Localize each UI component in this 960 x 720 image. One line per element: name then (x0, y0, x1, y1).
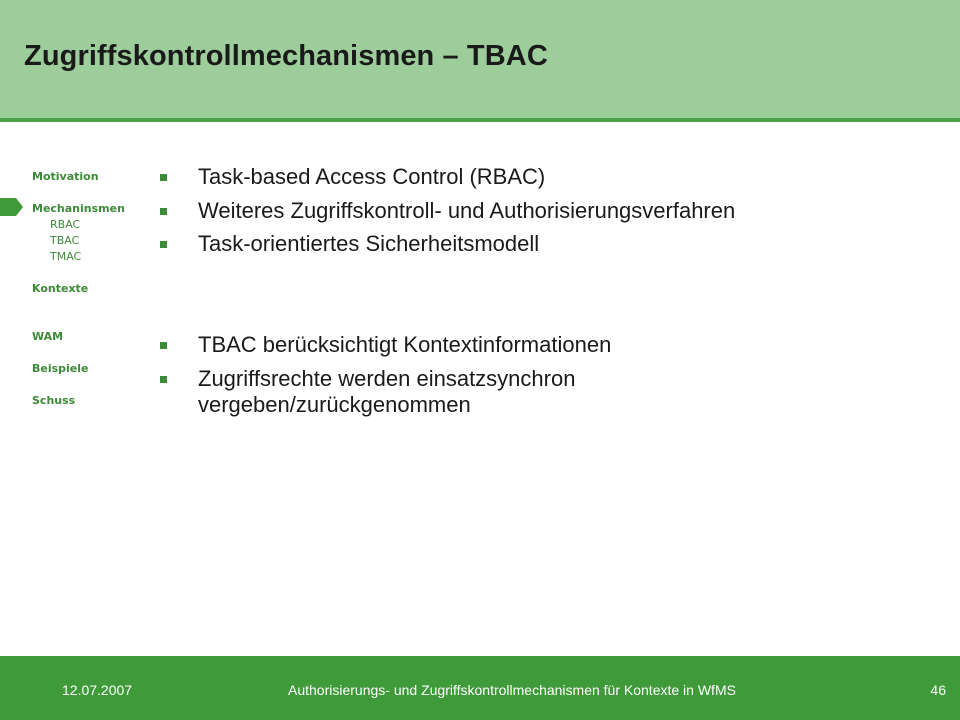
bullet-square-icon (160, 174, 167, 181)
bullet-text: Zugriffsrechte werden einsatzsynchron vergeben/zurückgenommen (198, 366, 576, 417)
bullet-text: TBAC berücksichtigt Kontextinformationen (198, 332, 612, 357)
nav-subitem-tmac[interactable]: TMAC (50, 250, 82, 263)
nav-item-beispiele[interactable]: Beispiele (32, 362, 89, 375)
bullet-item (160, 231, 860, 257)
nav-item-kontexte[interactable]: Kontexte (32, 282, 89, 295)
page-number: 46 (930, 682, 946, 698)
section-nav (0, 0, 150, 600)
bullet-text: Task-based Access Control (RBAC) (198, 164, 546, 189)
bullet-text: Weiteres Zugriffskontroll- und Authorisierungsverfahren (198, 198, 736, 223)
nav-item-mechanismen[interactable]: Mechaninsmen (32, 202, 125, 215)
bullet-square-icon (160, 208, 167, 215)
footer-date: 12.07.2007 (62, 682, 133, 698)
bullet-square-icon (160, 241, 167, 248)
bullet-item (160, 164, 860, 190)
slide-title: Zugriffskontrollmechanismen – TBAC (24, 40, 548, 72)
nav-item-wam[interactable]: WAM (32, 330, 64, 343)
nav-subitem-rbac[interactable]: RBAC (50, 218, 81, 231)
bullet-item (160, 332, 860, 358)
bullet-square-icon (160, 342, 167, 349)
bullet-item (160, 366, 720, 418)
bullet-item (160, 198, 860, 224)
bullet-text: Task-orientiertes Sicherheitsmodell (198, 231, 540, 256)
footer-title: Authorisierungs- und Zugriffskontrollmechanismen für Kontexte in WfMS (288, 682, 736, 698)
bullet-square-icon (160, 376, 167, 383)
nav-item-motivation[interactable]: Motivation (32, 170, 99, 183)
nav-item-schuss[interactable]: Schuss (32, 394, 76, 407)
nav-subitem-tbac[interactable]: TBAC (50, 234, 80, 247)
slide-footer (0, 656, 960, 720)
